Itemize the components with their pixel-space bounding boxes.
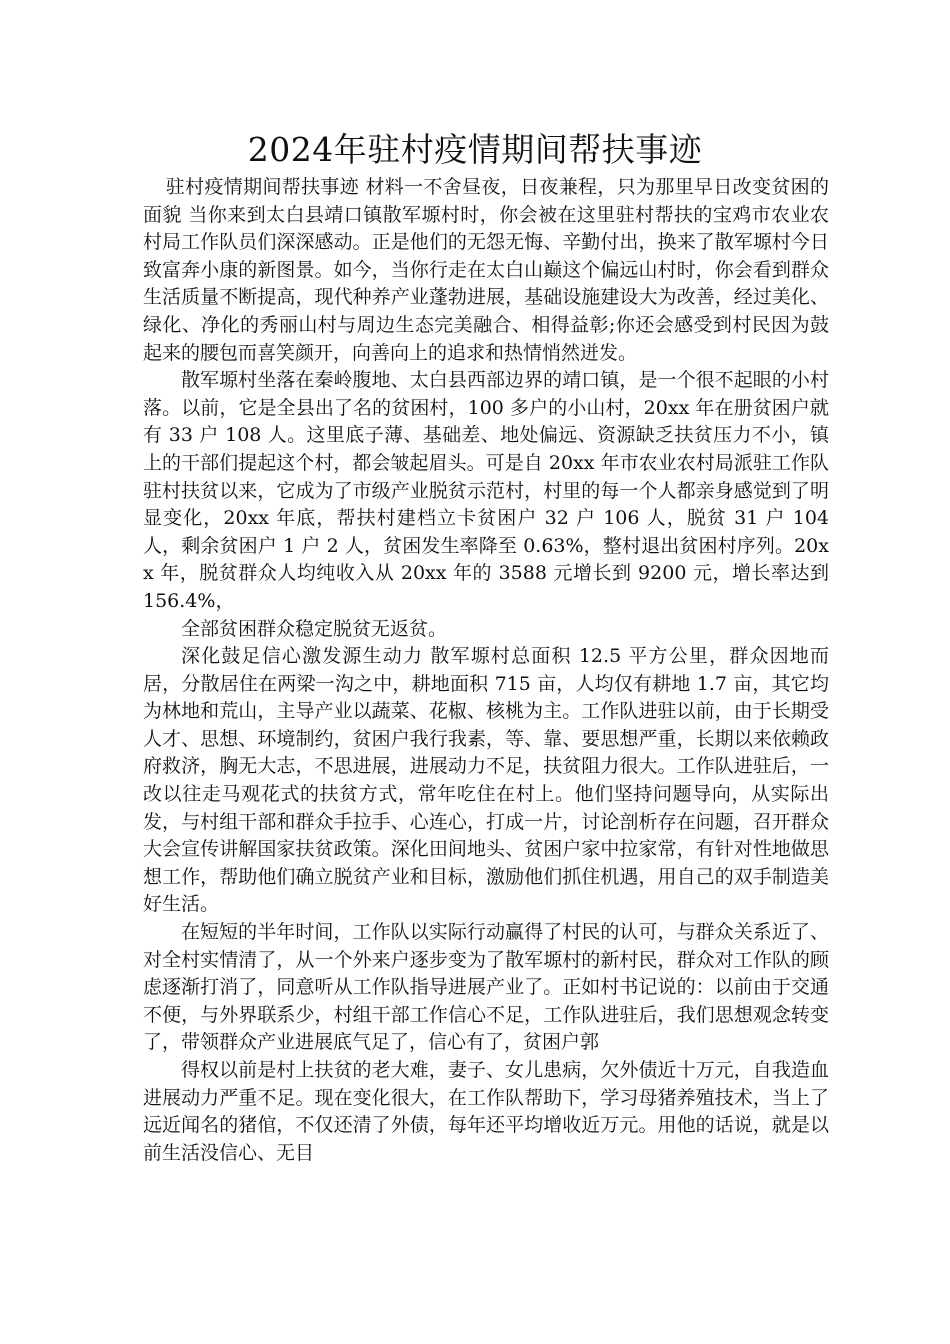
document-body: [143, 174, 829, 1167]
paragraph-intro: 驻村疫情期间帮扶事迹 材料一不舍昼夜，日夜兼程，只为那里早日改变贫困的面貌 当你来到太白县靖口镇散军塬村时，你会被在这里驻村帮扶的宝鸡市农业农村局工作队员们深深感动。正是他们的无怨无悔、辛勤付出，换来了散军塬村今日致富奔小康的新图景。如今，当你行走在太白山巅这个偏远山村时，你会看到群众生活质量不断提高，现代种养产业蓬勃进展，基础设施建设大为改善，经过美化、绿化、净化的秀丽山村与周边生态完美融合、相得益彰;你还会感受到村民因为鼓起来的腰包而喜笑颜开，向善向上的追求和热情悄然迸发。: [143, 176, 829, 364]
paragraph-half-year: 在短短的半年时间，工作队以实际行动赢得了村民的认可，与群众关系近了、对全村实情清了，从一个外来户逐步变为了散军塬村的新村民，群众对工作队的顾虑逐渐打消了，同意听从工作队指导进展产业了。正如村书记说的：以前由于交通不便，与外界联系少，村组干部工作信心不足，工作队进驻后，我们思想观念转变了，带领群众产业进展底气足了，信心有了，贫困户郭: [143, 921, 829, 1054]
paragraph-guo-dequan: 得权以前是村上扶贫的老大难，妻子、女儿患病，欠外债近十万元，自我造血进展动力严重不足。现在变化很大，在工作队帮助下，学习母猪养殖技术，当上了远近闻名的猪倌，不仅还清了外债，每年还平均增收近万元。用他的话说，就是以前生活没信心、无目: [143, 1059, 829, 1164]
paragraph-village-background: 散军塬村坐落在秦岭腹地、太白县西部边界的靖口镇，是一个很不起眼的小村落。以前，它是全县出了名的贫困村，100 多户的小山村，20xx 年在册贫困户就有 33 户 108 人。这里底子薄、基础差、地处偏远、资源缺乏扶贫压力不小，镇上的干部们提起这个村，都会皱起眉头。可是自 20xx 年市农业农村局派驻工作队驻村扶贫以来，它成为了市级产业脱贫示范村，村里的每一个人都亲身感觉到了明显变化，20xx 年底，帮扶村建档立卡贫困户 32 户 106 人，脱贫 31 户 104 人，剩余贫困户 1 户 2 人，贫困发生率降至 0.63%，整村退出贫困村序列。20xx 年，脱贫群众人均纯收入从 20xx 年的 3588 元增长到 9200 元，增长率达到 156.4%，: [143, 369, 829, 612]
paragraph-motivation: 深化鼓足信心激发源生动力 散军塬村总面积 12.5 平方公里，群众因地而居，分散居住在两梁一沟之中，耕地面积 715 亩，人均仅有耕地 1.7 亩，其它均为林地和荒山，主导产业以蔬菜、花椒、核桃为主。工作队进驻以前，由于长期受人才、思想、环境制约，贫困户我行我素，等、靠、要思想严重，长期以来依赖政府救济，胸无大志，不思进展，进展动力不足，扶贫阻力很大。工作队进驻后，一改以往走马观花式的扶贫方式，常年吃住在村上。他们坚持问题导向，从实际出发，与村组干部和群众手拉手、心连心，打成一片，讨论剖析存在问题，召开群众大会宣传讲解国家扶贫政策。深化田间地头、贫困户家中拉家常，有针对性地做思想工作，帮助他们确立脱贫产业和目标，激励他们抓住机遇，用自己的双手制造美好生活。: [143, 645, 829, 916]
paragraph-stable-poverty-exit: 全部贫困群众稳定脱贫无返贫。: [181, 617, 448, 640]
document-title: 2024年驻村疫情期间帮扶事迹: [247, 130, 703, 169]
